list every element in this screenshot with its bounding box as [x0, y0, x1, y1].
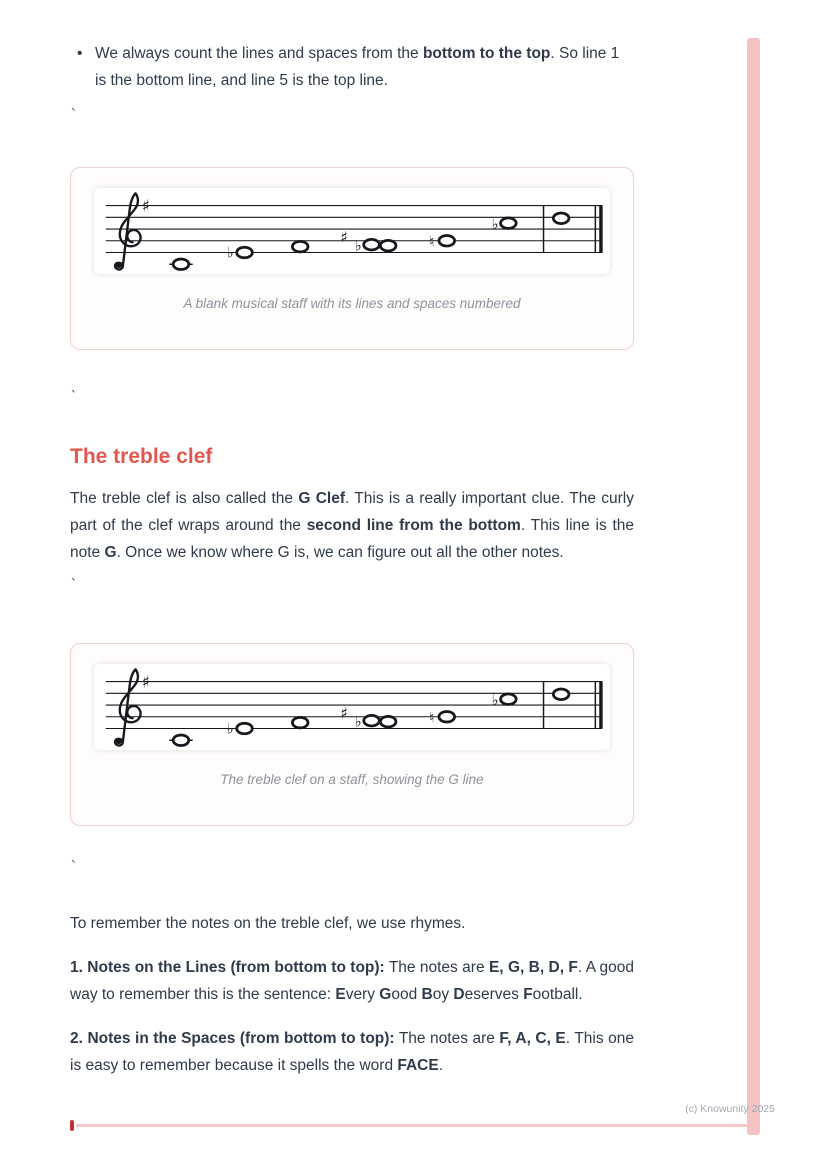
natural-icon: ♮: [429, 233, 435, 251]
paragraph-treble-clef: The treble clef is also called the G Clef. This is a really important clue. The curly part of the clef wraps around the second line from the bottom. This line is the note G. Once we know where G is, we can figure out all the other notes.: [70, 490, 635, 561]
staff-svg: [94, 664, 610, 750]
key-signature-sharp-icon: ♯: [141, 196, 150, 216]
content-column: [70, 0, 634, 1079]
whole-note: [380, 240, 396, 251]
whole-note: [292, 717, 308, 728]
stray-backtick: `: [70, 860, 78, 875]
sharp-icon: ♯: [340, 227, 348, 247]
flat-icon: ♭: [491, 692, 499, 710]
next-card-border: [76, 1124, 755, 1127]
stray-backtick: `: [70, 578, 78, 593]
whole-note: [173, 735, 189, 746]
whole-note: [439, 235, 455, 246]
whole-note: [439, 711, 455, 722]
musical-staff-image: [94, 664, 610, 750]
whole-note: [501, 694, 517, 705]
list-item: [70, 40, 634, 94]
bullet-text: We always count the lines and spaces from the bottom to the top. So line 1 is the bottom line, and line 5 is the top line.: [95, 45, 620, 89]
whole-note: [364, 715, 380, 726]
final-barline-thick: [599, 682, 602, 729]
next-card-accent: [70, 1120, 74, 1131]
flat-icon: ♭: [354, 237, 362, 255]
key-signature-sharp-icon: ♯: [141, 672, 150, 692]
paragraph-space-notes: 2. Notes in the Spaces (from bottom to top): The notes are F, A, C, E. This one is easy to remember because it spells the word FACE.: [70, 1030, 634, 1074]
figure-card-blank-staff: [70, 167, 634, 350]
whole-note: [501, 218, 517, 229]
whole-note: [237, 247, 253, 258]
section-heading: The treble clef: [70, 445, 213, 468]
paragraph-line-notes: 1. Notes on the Lines (from bottom to top): The notes are E, G, B, D, F. A good way to remember this is the sentence: Every Good Boy Deserves Football.: [70, 959, 635, 1003]
final-barline-thick: [599, 206, 602, 253]
treble-clef-icon: [115, 193, 140, 269]
staff-lines: [106, 682, 602, 729]
bullet-marker: •: [77, 45, 83, 62]
staff-lines: [106, 206, 602, 253]
stray-backtick: `: [70, 390, 78, 405]
flat-icon: ♭: [354, 713, 362, 731]
whole-note: [237, 723, 253, 734]
treble-clef-icon: [115, 669, 140, 745]
flat-icon: ♭: [491, 216, 499, 234]
paragraph-rhymes-intro: To remember the notes on the treble clef, we use rhymes.: [70, 915, 466, 932]
staff-svg: [94, 188, 610, 274]
stray-backtick: `: [70, 108, 78, 123]
scrollbar-track[interactable]: [747, 38, 760, 1135]
whole-note: [380, 716, 396, 727]
whole-note: [292, 241, 308, 252]
whole-note: [364, 239, 380, 250]
figure-caption: A blank musical staff with its lines and spaces numbered: [183, 296, 521, 311]
figure-caption: The treble clef on a staff, showing the G line: [220, 772, 484, 787]
sharp-icon: ♯: [340, 703, 348, 723]
musical-staff-image: [94, 188, 610, 274]
whole-note: [553, 213, 569, 224]
whole-note: [553, 689, 569, 700]
whole-note: [173, 259, 189, 270]
figure-card-g-line: [70, 643, 634, 826]
flat-icon: ♭: [226, 244, 234, 262]
flat-icon: ♭: [226, 720, 234, 738]
watermark-text: (c) Knowunity 2025: [685, 1103, 775, 1115]
natural-icon: ♮: [429, 709, 435, 727]
